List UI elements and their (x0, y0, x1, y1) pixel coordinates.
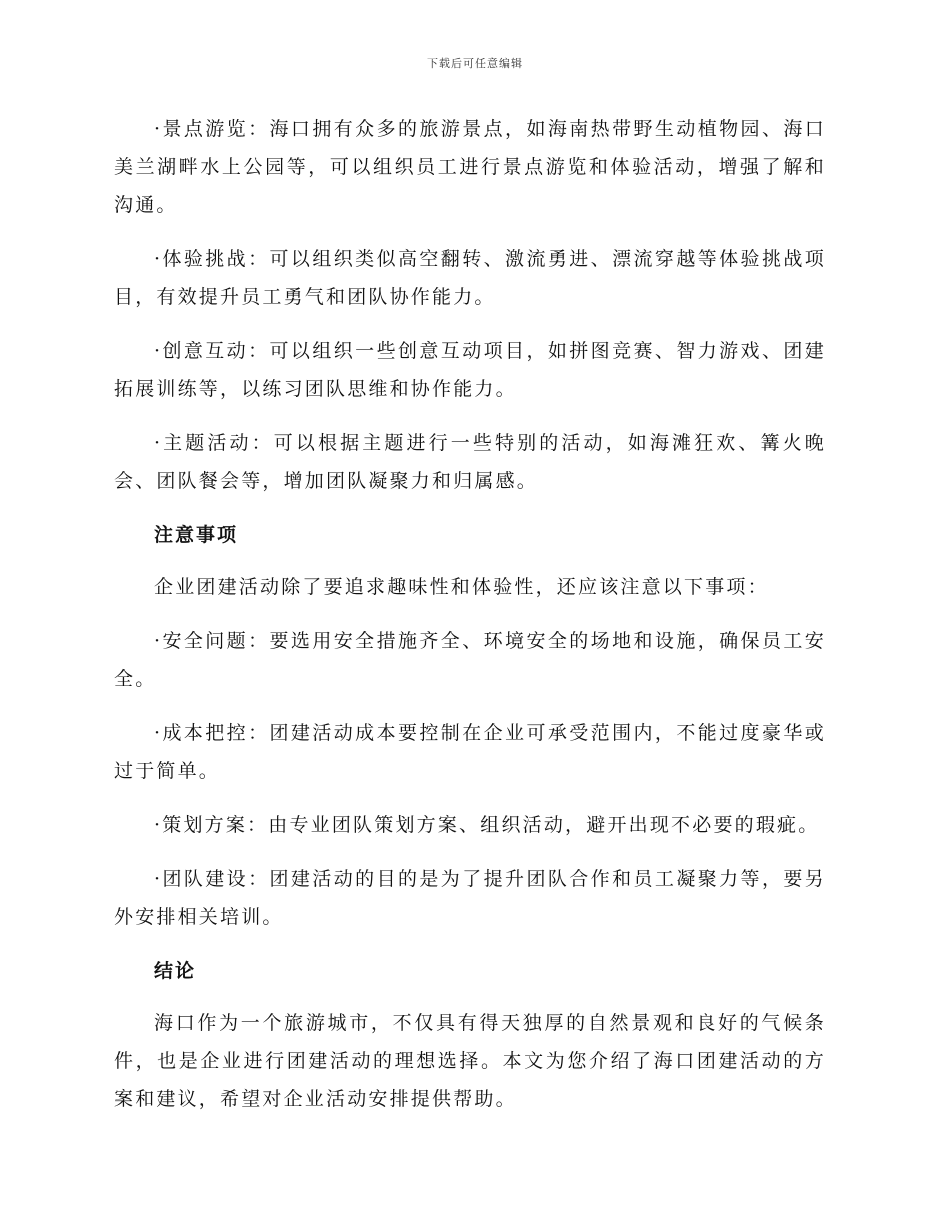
paragraph-theme-activity: ·主题活动：可以根据主题进行一些特别的活动，如海滩狂欢、篝火晚会、团队餐会等，增加团队凝聚力和归属感。 (114, 432, 826, 492)
section-heading-notes: 注意事项 (154, 524, 239, 546)
paragraph-notes-intro: 企业团建活动除了要追求趣味性和体验性，还应该注意以下事项： (154, 576, 769, 598)
paragraph-experience-challenge: ·体验挑战：可以组织类似高空翻转、激流勇进、漂流穿越等体验挑战项目，有效提升员工勇气和团队协作能力。 (114, 248, 826, 308)
paragraph-conclusion: 海口作为一个旅游城市，不仅具有得天独厚的自然景观和良好的气候条件，也是企业进行团建活动的理想选择。本文为您介绍了海口团建活动的方案和建议，希望对企业活动安排提供帮助。 (114, 1012, 826, 1110)
paragraph-creative-interaction: ·创意互动：可以组织一些创意互动项目，如拼图竞赛、智力游戏、团建拓展训练等，以练习团队思维和协作能力。 (114, 340, 826, 400)
page-header-note: 下载后可任意编辑 (427, 57, 523, 70)
paragraph-cost-control: ·成本把控：团建活动成本要控制在企业可承受范围内，不能过度豪华或过于简单。 (114, 722, 826, 782)
document-body (114, 110, 826, 1134)
section-heading-conclusion: 结论 (154, 960, 197, 982)
paragraph-scenic-tour: ·景点游览：海口拥有众多的旅游景点，如海南热带野生动植物园、海口美兰湖畔水上公园等，可以组织员工进行景点游览和体验活动，增强了解和沟通。 (114, 118, 826, 216)
paragraph-planning: ·策划方案：由专业团队策划方案、组织活动，避开出现不必要的瑕疵。 (154, 814, 820, 836)
paragraph-team-building: ·团队建设：团建活动的目的是为了提升团队合作和员工凝聚力等，要另外安排相关培训。 (114, 868, 826, 928)
paragraph-safety: ·安全问题：要选用安全措施齐全、环境安全的场地和设施，确保员工安全。 (114, 630, 826, 690)
